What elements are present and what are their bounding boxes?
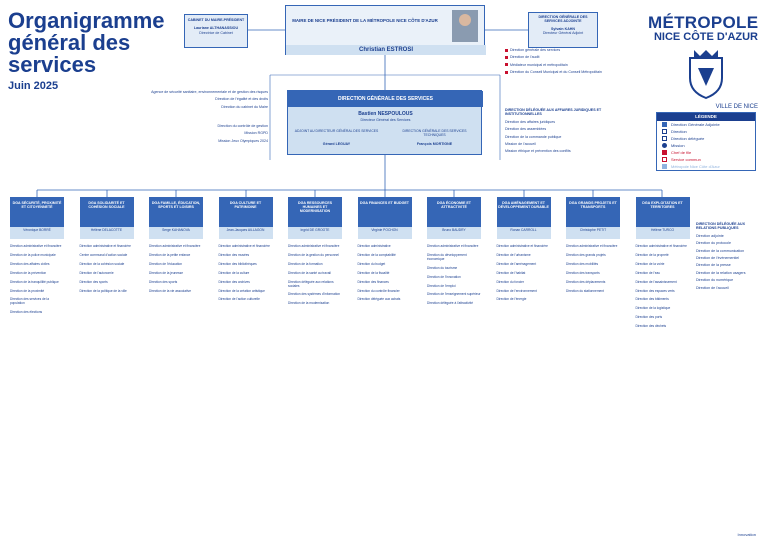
legend-swatch	[662, 143, 667, 148]
list-item: Direction de l'emploi	[427, 283, 456, 288]
list-item: Direction des finances	[357, 279, 389, 284]
list-item: Direction déléguée à l'attractivité	[427, 301, 473, 306]
list-item: Direction des sports	[79, 279, 108, 284]
list-item: Direction de la proximité	[10, 288, 45, 293]
list-item: Direction de la cohésion sociale	[79, 261, 125, 266]
list-item: Direction de la petite enfance	[149, 252, 191, 257]
list-item: Direction administrative et financière	[149, 244, 201, 248]
dga-column-director: Serge KAHANOVA	[149, 227, 203, 239]
dga-column-body	[636, 239, 690, 329]
list-item: Direction de la propreté	[635, 252, 669, 257]
list-item: Direction de la culture	[218, 270, 250, 275]
list-item: Direction administrative et financière	[635, 244, 687, 248]
list-item: Direction des espaces verts	[635, 288, 675, 293]
dgs-right-list	[505, 108, 620, 157]
list-item: Direction des bibliothèques	[218, 261, 257, 266]
list-item: Direction de la gestion du personnel	[288, 252, 339, 257]
list-item: Direction du numérique	[696, 278, 734, 283]
dga-column	[358, 197, 412, 307]
bullet-icon	[505, 63, 508, 66]
dga-column-body	[427, 239, 481, 306]
dga-column-director: Christophe PETIT	[566, 227, 620, 239]
list-item: Direction du tourisme	[427, 265, 458, 270]
list-item: Direction des sports	[149, 279, 178, 284]
list-item: Direction de l'événementiel	[696, 256, 740, 261]
list-item: Direction des transports	[566, 270, 600, 275]
dgs-title: DIRECTION GÉNÉRALE DES SERVICES	[288, 91, 483, 107]
list-item: Direction des archives	[218, 279, 250, 284]
list-item: Direction du stationnement	[566, 288, 604, 293]
list-item: Direction de l'urbanisme	[496, 252, 531, 257]
dga-column	[636, 197, 690, 334]
list-item: Direction administrative et financière	[566, 244, 618, 248]
legend-row: Direction déléguée	[657, 135, 755, 142]
bullet-icon	[505, 49, 508, 52]
cabinet-name: Lauriane ALTHANASSIOU	[193, 26, 239, 31]
legend-row: Métropole Nice Côte d'Azur	[657, 163, 755, 170]
list-item: Direction administrative	[357, 244, 391, 248]
ville-de-nice-label: VILLE DE NICE	[715, 104, 758, 110]
col-right-head: DIRECTION DÉLÉGUÉE AUX RELATIONS PUBLIQUES	[696, 222, 745, 231]
list-item: Direction de la création artistique	[218, 288, 265, 293]
list-item: Direction des élections	[10, 310, 43, 315]
list-item: Mission éthique et prévention des conflits	[505, 149, 571, 154]
dga-column	[427, 197, 481, 311]
list-item: Direction de l'action culturelle	[218, 297, 260, 302]
list-item: Direction des déchets	[635, 324, 667, 329]
list-item: Direction administrative et financière	[288, 244, 340, 248]
dga-column-director: Virginie POCHON	[358, 227, 412, 239]
dga-column-body	[219, 239, 273, 302]
list-item: Direction de l'enseignement supérieur	[427, 292, 481, 297]
list-item: Direction administrative et financière	[496, 244, 548, 248]
dga-column-director: Bruno BAUDRY	[427, 227, 481, 239]
dg-adjointe-name: Sylvain KAHN	[551, 26, 575, 31]
list-item: Direction de l'environnement	[496, 288, 537, 293]
list-item: Médiateur municipal et métropolitain	[505, 63, 625, 67]
cabinet-role: Directrice de Cabinet	[199, 30, 233, 35]
dga-column-director: Hélène TURCO	[636, 227, 690, 239]
dga-column-body	[10, 239, 64, 315]
list-item: Direction de la vie associative	[149, 288, 191, 293]
dga-column	[10, 197, 64, 320]
list-item: Direction de la comptabilité	[357, 252, 396, 257]
list-item: Direction de la formation	[288, 261, 323, 266]
list-item: Direction des mobilités	[566, 261, 599, 266]
list-item: Direction de l'eau	[635, 270, 661, 275]
dga-column-director: Véronique BORRÉ	[10, 227, 64, 239]
bullet-icon	[505, 56, 508, 59]
list-item: Centre communal d'action sociale	[79, 252, 128, 257]
list-item: Direction de l'innovation	[427, 274, 461, 279]
dga-column-body	[288, 239, 342, 306]
list-item: Direction administrative et financière	[79, 244, 131, 248]
list-item: Direction de la relation usagers	[696, 270, 746, 275]
col-right	[696, 222, 762, 293]
list-item: Direction de l'aménagement	[496, 261, 537, 266]
dgs-person-2: François MORTIGNE	[416, 142, 453, 146]
dga-column-director: Ingrid DE GROOTE	[288, 227, 342, 239]
legend-row: Service commun	[657, 156, 755, 163]
list-item: Direction déléguée aux achats	[357, 297, 401, 302]
dga-column	[80, 197, 134, 298]
list-item: Direction du budget	[357, 261, 386, 266]
mayor-title: MAIRE DE NICE PRÉSIDENT DE LA MÉTROPOLE NICE CÔTE D'AZUR	[292, 18, 438, 23]
legend-row: Mission	[657, 142, 755, 149]
dga-column-director: Ronan CARROLL	[497, 227, 551, 239]
list-item: Direction des bâtiments	[635, 297, 669, 302]
dga-column-head: DGA EXPLOITATION ET TERRITOIRES	[636, 197, 690, 227]
dga-column-head: DGA GRANDS PROJETS ET TRANSPORTS	[566, 197, 620, 227]
mayor-box	[285, 5, 485, 55]
list-item: Direction de la jeunesse	[149, 270, 184, 275]
list-item: Direction de l'éducation	[149, 261, 183, 266]
list-item: Direction de la police municipale	[10, 252, 56, 257]
list-item: Direction de l'audit	[505, 55, 625, 59]
list-item: Direction des musées	[218, 252, 250, 257]
legend-swatch	[662, 157, 667, 162]
metropole-logo	[648, 14, 758, 43]
dga-column-head: DGA FAMILLE, ÉDUCATION, SPORTS ET LOISIRS	[149, 197, 203, 227]
logo-line2: NICE CÔTE D'AZUR	[653, 31, 758, 43]
list-item: Direction de la fiscalité	[357, 270, 390, 275]
list-item: Direction de la politique de la ville	[79, 288, 127, 293]
list-item: Direction de la communication	[696, 248, 745, 253]
list-item: Direction du cabinet du Maire	[221, 104, 268, 109]
dga-column-body	[80, 239, 134, 293]
list-item: Mission de l'accueil	[505, 142, 536, 147]
list-item: Direction du contrôle de gestion	[217, 124, 268, 128]
page-title: Organigramme général des services	[8, 8, 165, 77]
dga-column-body	[149, 239, 203, 293]
list-item: Mission RGPD	[244, 131, 268, 136]
dgs-adjoint-2: DIRECTION GÉNÉRALE DES SERVICES TECHNIQUES	[402, 129, 467, 137]
list-item: Direction de la prévention	[10, 270, 47, 275]
list-item: Direction de la presse	[696, 263, 731, 268]
list-item: Direction de la modernisation	[288, 301, 330, 306]
list-item: Direction de l'énergie	[496, 297, 527, 302]
dgs-box	[287, 90, 482, 155]
list-item: Direction des grands projets	[566, 252, 606, 257]
list-item: Direction des ports	[635, 315, 663, 320]
dg-adjointe-title: DIRECTION GÉNÉRALE DES SERVICES ADJOINTE	[538, 15, 588, 24]
list-item: Direction du développement économique	[427, 252, 467, 261]
page-date: Juin 2025	[8, 80, 59, 92]
list-item: Direction de l'autonomie	[79, 270, 114, 275]
dgs-right-head: DIRECTION DÉLÉGUÉE AUX AFFAIRES JURIDIQUES ET INSTITUTIONNELLES	[505, 108, 602, 117]
dga-column-head: DGA AMÉNAGEMENT ET DÉVELOPPEMENT DURABLE	[497, 197, 551, 227]
list-item: Direction de l'accueil	[696, 285, 729, 290]
dgs-adjoint-1: ADJOINT AU DIRECTEUR GÉNÉRAL DES SERVICES	[294, 129, 379, 133]
dgs-person-1: Gérard LEGUAY	[322, 142, 351, 146]
footer-label: Innovation	[737, 532, 756, 537]
right-top-list	[505, 48, 625, 78]
logo-line1: MÉTROPOLE	[648, 13, 759, 32]
list-item: Mission Jeux Olympiques 2024	[218, 138, 268, 143]
list-item: Direction de la santé au travail	[288, 270, 331, 275]
list-item: Direction du protocole	[696, 241, 731, 246]
dga-column-director: Hélène DELACOTTE	[80, 227, 134, 239]
dga-column	[288, 197, 342, 311]
dg-adjointe-box	[528, 12, 598, 48]
dga-column-head: DGA SÉCURITÉ, PROXIMITÉ ET CITOYENNETÉ	[10, 197, 64, 227]
dgs-name: Bastien NESPOULOUS	[358, 111, 413, 117]
legend-swatch	[662, 136, 667, 141]
cabinet-box	[184, 14, 248, 48]
dga-column	[149, 197, 203, 298]
list-item: Direction du Conseil Municipal et du Conseil Métropolitain	[505, 70, 625, 74]
list-item: Direction du contrôle financier	[357, 288, 400, 293]
list-item: Direction des services de la population	[10, 297, 49, 306]
dga-column-head: DGA SOLIDARITÉ ET COHÉSION SOCIALE	[80, 197, 134, 227]
list-item: Direction adjointe	[696, 233, 724, 238]
nice-crest-icon	[684, 48, 728, 100]
dga-column-director: Jean-Jacques AILLAGON	[219, 227, 273, 239]
list-item: Direction des affaires juridiques	[505, 119, 556, 124]
dga-column-head: DGA CULTURE ET PATRIMOINE	[219, 197, 273, 227]
list-item: Direction des assemblées	[505, 127, 547, 132]
list-item: Agence de sécurité sanitaire, environnementale et de gestion des risques	[151, 90, 268, 94]
dg-adjointe-role: Directeur Général Adjoint	[542, 30, 584, 35]
list-item: Direction générale des services	[505, 48, 625, 52]
left-mid-list	[200, 124, 268, 146]
dga-column-head: DGA FINANCES ET BUDGET	[358, 197, 412, 227]
legend-swatch	[662, 129, 667, 134]
list-item: Direction de la commande publique	[505, 134, 562, 139]
list-item: Direction des déplacements	[566, 279, 606, 284]
list-item: Direction de la logistique	[635, 306, 671, 311]
cabinet-title: CABINET DU MAIRE-PRÉSIDENT	[187, 18, 245, 22]
list-item: Direction de la tranquillité publique	[10, 279, 59, 284]
dga-column	[219, 197, 273, 307]
list-item: Direction des affaires civiles	[10, 261, 50, 266]
dgs-role: Directeur Général des Services	[360, 118, 411, 122]
dga-column-body	[497, 239, 551, 302]
list-item: Direction de l'assainissement	[635, 279, 677, 284]
list-item: Direction administrative et financière	[427, 244, 479, 248]
dga-column-body	[358, 239, 412, 302]
dga-column	[566, 197, 620, 298]
list-item: Direction administrative et financière	[218, 244, 270, 248]
list-item: Direction du foncier	[496, 279, 524, 284]
legend	[656, 112, 756, 171]
left-attached-list	[150, 90, 268, 112]
list-item: Direction de l'égalité et des droits	[215, 97, 268, 102]
legend-swatch	[662, 164, 667, 169]
legend-swatch	[662, 122, 667, 127]
legend-row: Direction Générale Adjointe	[657, 121, 755, 128]
list-item: Direction des systèmes d'information	[288, 292, 340, 297]
list-item: Direction déléguée aux relations sociales	[288, 279, 334, 288]
dga-column-head: DGA RESSOURCES HUMAINES ET MODERNISATION	[288, 197, 342, 227]
dga-column-body	[566, 239, 620, 293]
legend-row: Chef de file	[657, 149, 755, 156]
dga-column-head: DGA ÉCONOMIE ET ATTRACTIVITÉ	[427, 197, 481, 227]
list-item: Direction de l'habitat	[496, 270, 526, 275]
mayor-photo	[452, 10, 478, 42]
legend-swatch	[662, 150, 667, 155]
list-item: Direction de la voirie	[635, 261, 665, 266]
legend-row: Direction	[657, 128, 755, 135]
mayor-name: Christian ESTROSI	[286, 45, 486, 55]
bullet-icon	[505, 71, 508, 74]
legend-title: LÉGENDE	[657, 113, 755, 121]
list-item: Direction administrative et financière	[10, 244, 62, 248]
dga-column	[497, 197, 551, 307]
